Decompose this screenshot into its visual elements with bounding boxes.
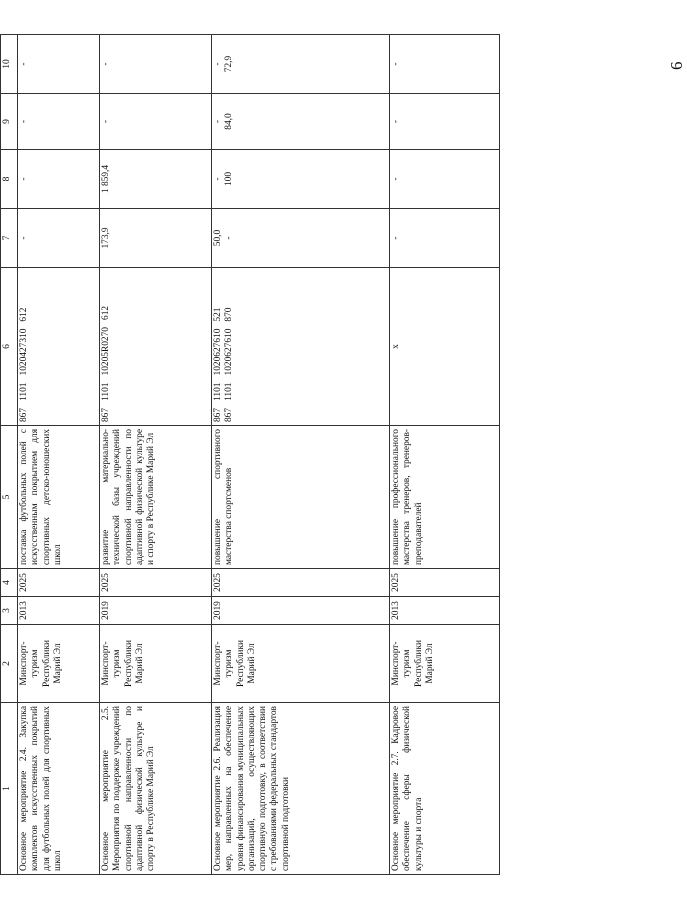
value-col7-cell: - (390, 209, 500, 268)
grbs-code: 867 (101, 407, 111, 422)
end-year-cell: 2025 (390, 569, 500, 597)
col-header-9: 9 (1, 94, 18, 150)
value: - (213, 62, 223, 66)
table-row (100, 35, 212, 875)
program-measures-table (0, 34, 500, 875)
start-year-cell: 2019 (100, 597, 212, 625)
rzpr-code: 1101 (224, 382, 235, 401)
table-row (212, 35, 390, 875)
csr-code: 1020627610 (224, 328, 235, 376)
page-number: 6 (667, 61, 686, 70)
value: 100 (224, 171, 235, 187)
start-year-cell: 2013 (390, 597, 500, 625)
budget-codes-cell (18, 268, 100, 426)
col-header-10: 10 (1, 35, 18, 94)
measure-cell: Основное мероприятие 2.6. Реализация мер, направленных на обеспечение уровня финансирования муниципальных организаций, осуществляющих спортивную подготовку, в соответствии с требованиями федеральных стандартов спортивной подготовки (212, 703, 390, 875)
value: - (213, 119, 223, 124)
end-year-cell: 2025 (18, 569, 100, 597)
budget-codes-cell: x (390, 268, 500, 426)
measure-cell: Основное мероприятие 2.7. Кадровое обеспечение сферы физической культуры и спорта (390, 703, 500, 875)
col-header-1: 1 (1, 703, 18, 875)
value-col9-cell: - (100, 94, 212, 150)
col-header-6: 6 (1, 268, 18, 426)
value-col7-cell (212, 209, 390, 268)
value-col10-cell: - (390, 35, 500, 94)
col-header-8: 8 (1, 150, 18, 209)
csr-code: 1020427310 (19, 328, 29, 376)
value-col10-cell: - (100, 35, 212, 94)
value-col10-cell (212, 35, 390, 94)
value: - (224, 236, 235, 240)
rzpr-code: 1101 (101, 382, 111, 401)
col-header-3: 3 (1, 597, 18, 625)
budget-codes-cell (100, 268, 212, 426)
budget-code-line (213, 271, 224, 422)
rotated-table-container (0, 35, 500, 875)
value: - (213, 177, 223, 181)
value-col9-cell (212, 94, 390, 150)
vr-code: 612 (19, 307, 29, 322)
executor-cell: Минспорт-туризм Республики Марий Эл (212, 625, 390, 703)
executor-cell: Минспорт-туризм Республики Марий Эл (18, 625, 100, 703)
expected-result-cell: повышение профессионального мастерства тренеров, тренеров-преподавателей (390, 426, 500, 569)
rzpr-code: 1101 (213, 382, 223, 401)
value-col8-cell: - (390, 150, 500, 209)
rzpr-code: 1101 (19, 382, 29, 401)
grbs-code: 867 (213, 407, 223, 422)
value: 72,9 (224, 55, 235, 73)
end-year-cell: 2025 (212, 569, 390, 597)
column-number-row (1, 35, 18, 875)
csr-code: 1020627610 (213, 328, 223, 376)
value-col8-cell: 1 859,4 (100, 150, 212, 209)
vr-code: 521 (213, 307, 223, 322)
expected-result-cell: повышение спортивного мастерства спортсменов (212, 426, 390, 569)
vr-code: 612 (101, 305, 111, 320)
value-col8-cell (212, 150, 390, 209)
col-header-2: 2 (1, 625, 18, 703)
budget-code-line (224, 271, 235, 422)
value-col9-cell: - (390, 94, 500, 150)
csr-code: 10205R0270 (101, 327, 111, 376)
value: 50,0 (213, 229, 223, 247)
value-col8-cell: - (18, 150, 100, 209)
executor-cell: Минспорт-туризм Республики Марий Эл (100, 625, 212, 703)
value: 84,0 (224, 113, 235, 130)
value-col10-cell: - (18, 35, 100, 94)
measure-cell: Основное мероприятие 2.5. Мероприятия по поддержке учреждений спортивной направленности по адаптивной физической культуре и спорту в Республике Марий Эл (100, 703, 212, 875)
vr-code: 870 (224, 307, 235, 322)
col-header-7: 7 (1, 209, 18, 268)
executor-cell: Минспорт-туризм Республики Марий Эл (390, 625, 500, 703)
col-header-5: 5 (1, 426, 18, 569)
grbs-code: 867 (224, 407, 235, 422)
table-row (390, 35, 500, 875)
expected-result-cell: поставка футбольных полей с искусственным покрытием для спортивных детско-юношеских школ (18, 426, 100, 569)
budget-codes-cell (212, 268, 390, 426)
end-year-cell: 2025 (100, 569, 212, 597)
measure-cell: Основное мероприятие 2.4. Закупка комплектов искусственных покрытий для футбольных полей для спортивных школ (18, 703, 100, 875)
start-year-cell: 2013 (18, 597, 100, 625)
col-header-4: 4 (1, 569, 18, 597)
grbs-code: 867 (19, 407, 29, 422)
table-row (18, 35, 100, 875)
value-col7-cell: 173,9 (100, 209, 212, 268)
start-year-cell: 2019 (212, 597, 390, 625)
expected-result-cell: развитие материально-технической базы учреждений спортивной направленности по адаптивной физической культуре и спорту в Республике Марий Эл (100, 426, 212, 569)
value-col9-cell: - (18, 94, 100, 150)
value-col7-cell: - (18, 209, 100, 268)
